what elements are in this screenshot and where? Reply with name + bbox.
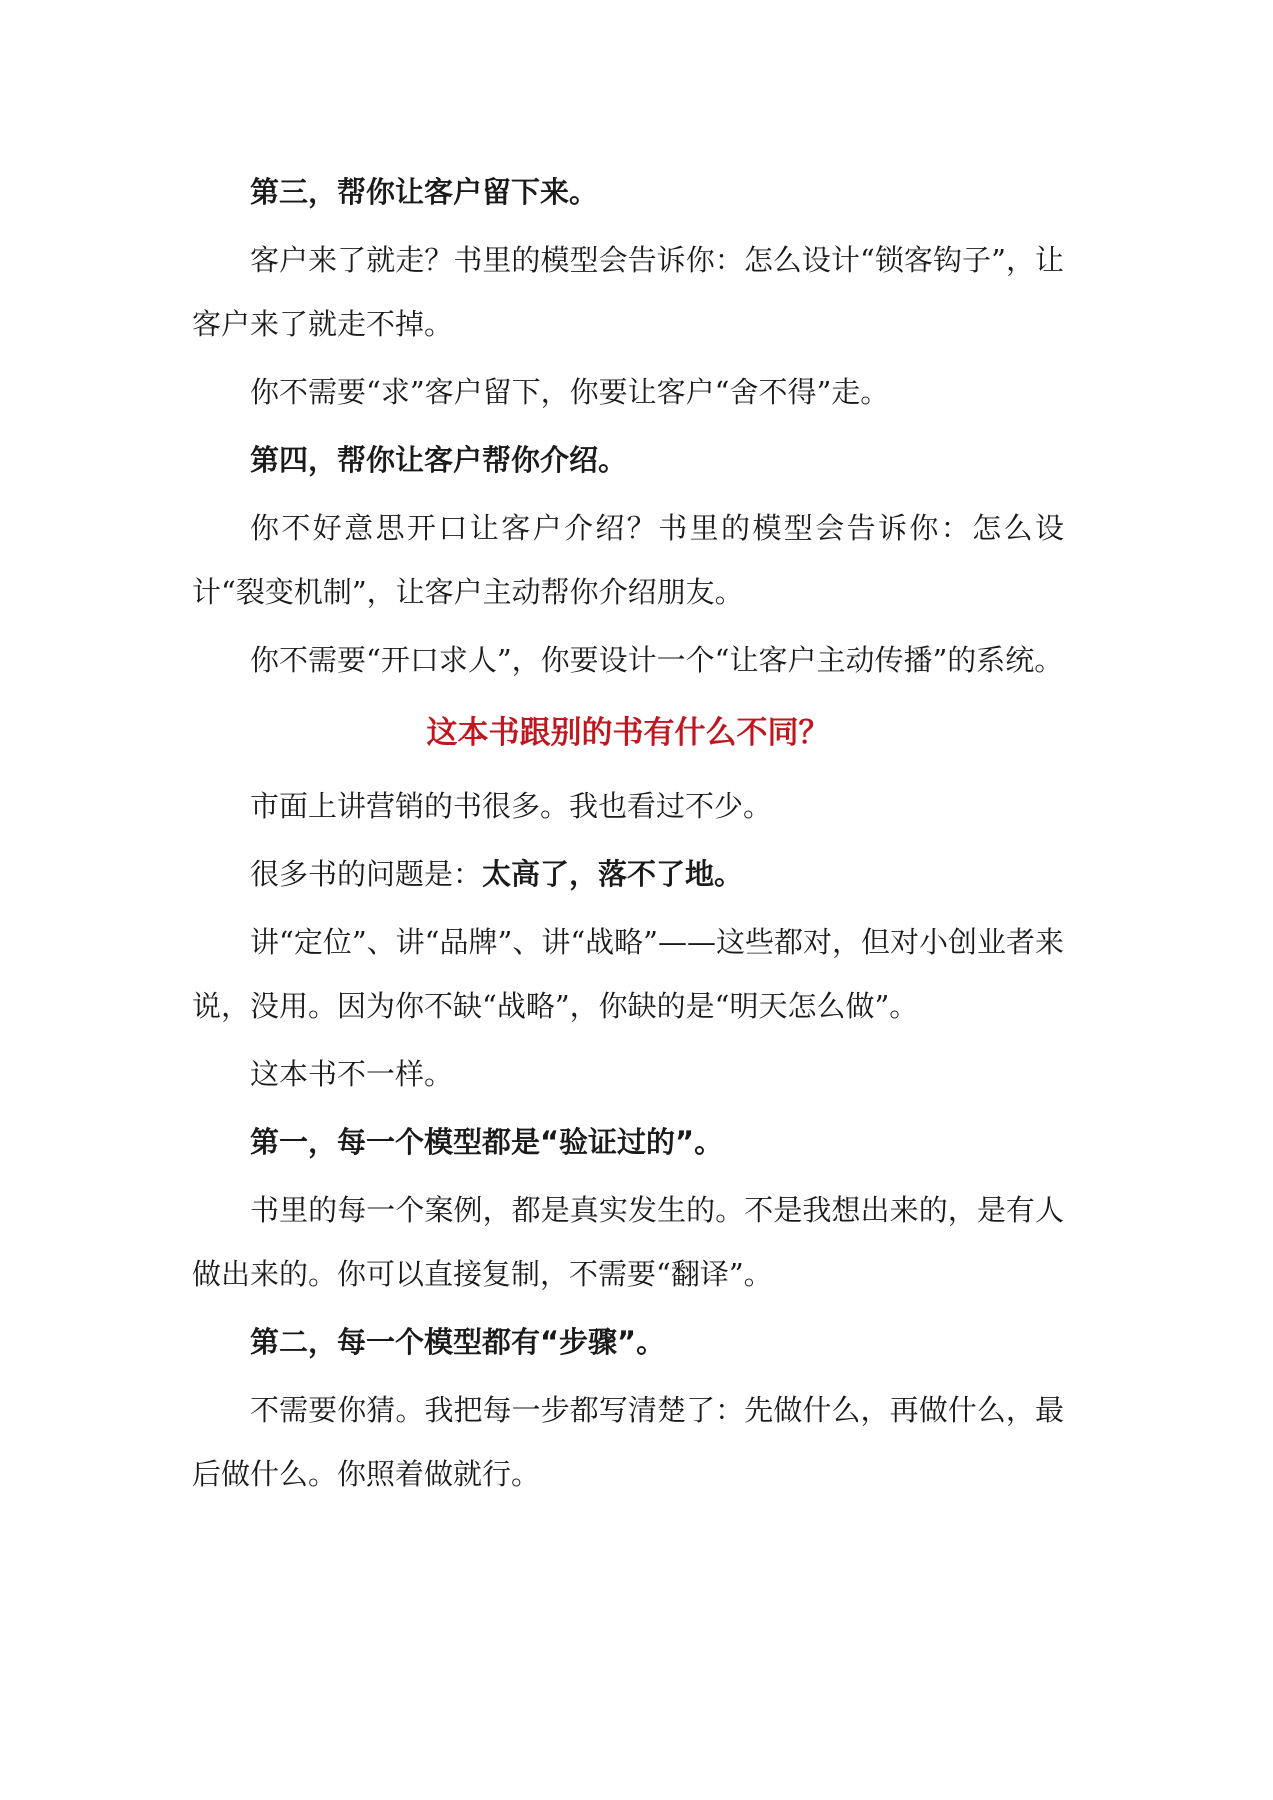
paragraph: 你不需要“求”客户留下，你要让客户“舍不得”走。: [250, 375, 890, 409]
section-point-one: 第一，每一个模型都是“验证过的”。: [250, 1125, 724, 1159]
document-page: [192, 160, 1064, 1510]
section-heading: 这本书跟别的书有什么不同？: [426, 715, 830, 751]
section-point-four: 第四，帮你让客户帮你介绍。: [250, 443, 628, 477]
section-point-two: 第二，每一个模型都有“步骤”。: [250, 1325, 666, 1359]
paragraph: 你不需要“开口求人”，你要设计一个“让客户主动传播”的系统。: [250, 643, 1064, 677]
paragraph: 书里的每一个案例，都是真实发生的。不是我想出来的，是有人做出来的。你可以直接复制，不需要“翻译”。: [192, 1193, 1064, 1291]
paragraph: 市面上讲营销的书很多。我也看过不少。: [250, 789, 773, 823]
paragraph-lead: 很多书的问题是：: [250, 857, 483, 891]
paragraph: 你不好意思开口让客户介绍？书里的模型会告诉你：怎么设计“裂变机制”，让客户主动帮你介绍朋友。: [192, 511, 1064, 609]
paragraph: 不需要你猜。我把每一步都写清楚了：先做什么，再做什么，最后做什么。你照着做就行。: [192, 1393, 1064, 1491]
paragraph: 客户来了就走？书里的模型会告诉你：怎么设计“锁客钩子”，让客户来了就走不掉。: [192, 243, 1064, 341]
paragraph: 讲“定位”、讲“品牌”、讲“战略”——这些都对，但对小创业者来说，没用。因为你不缺“战略”，你缺的是“明天怎么做”。: [192, 925, 1064, 1023]
paragraph: 这本书不一样。: [250, 1057, 454, 1091]
paragraph: [192, 842, 1064, 906]
paragraph-emphasis: 太高了，落不了地。: [482, 857, 744, 891]
section-point-three: 第三，帮你让客户留下来。: [250, 175, 599, 209]
